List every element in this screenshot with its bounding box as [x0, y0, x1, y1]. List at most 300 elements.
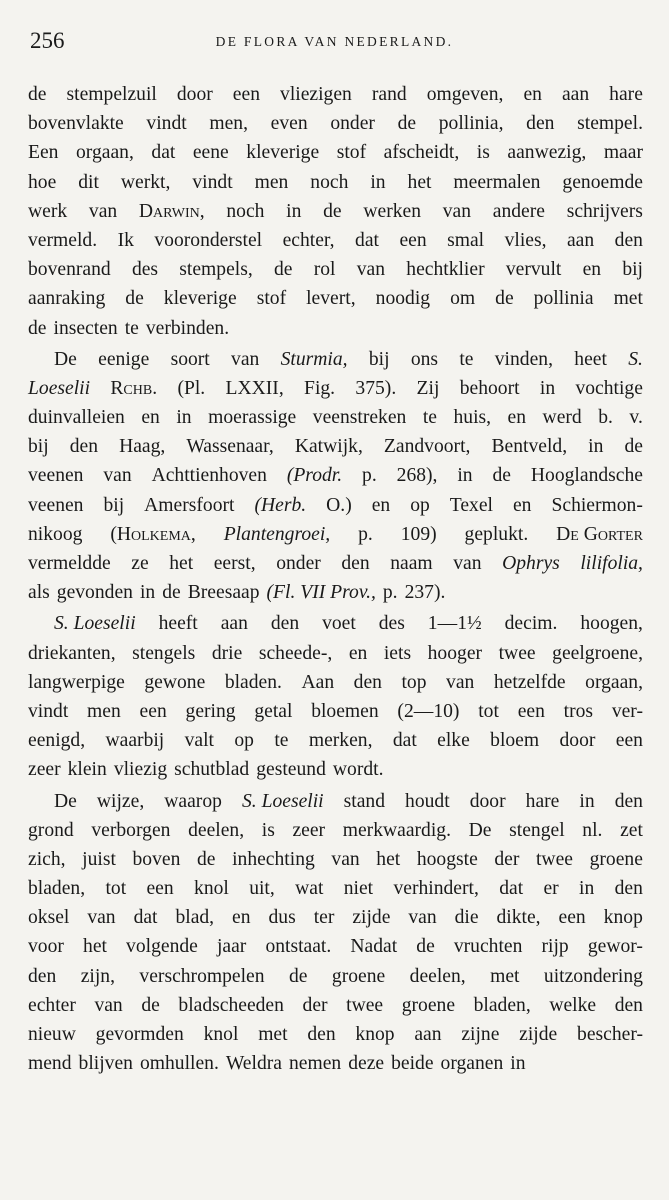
word: den [69, 436, 99, 458]
word: afscheidt, [383, 142, 460, 164]
word: knop [355, 1024, 395, 1045]
word: van [453, 553, 482, 574]
text-line [28, 345, 643, 374]
word: volgende [126, 936, 198, 958]
word: van [446, 671, 475, 693]
word: twee [535, 848, 573, 870]
text-line [28, 787, 643, 816]
word: Rchb. [110, 377, 158, 399]
word: jaar [216, 936, 247, 958]
word: stengels [132, 642, 196, 664]
word: schrijvers [566, 200, 643, 222]
word: dat [151, 142, 176, 164]
word: stempelzuil [66, 84, 157, 105]
word: decim. [504, 613, 558, 635]
word: moerassige [208, 407, 297, 429]
word: geplukt. [464, 523, 529, 545]
word: (Prodr. [286, 465, 343, 487]
word: in [370, 171, 386, 193]
word: in [579, 790, 595, 812]
word: geelgroene, [552, 642, 643, 664]
word: lilifolia, [580, 553, 643, 574]
text-line [28, 491, 643, 520]
word: vinden, [494, 348, 553, 370]
word: er [543, 878, 559, 900]
word: Texel [449, 494, 493, 516]
word: bladen. [224, 671, 282, 693]
word: tros [563, 700, 594, 722]
word: voet [322, 613, 356, 635]
word: tot [105, 878, 127, 900]
word: dus [268, 907, 296, 929]
word: vervult [505, 259, 562, 281]
word: te [274, 730, 289, 752]
word: een [399, 229, 427, 251]
word: twee [346, 994, 384, 1016]
word: in [457, 465, 473, 487]
word: boven [132, 848, 181, 870]
text-line [28, 1020, 643, 1049]
word: verborgen [91, 819, 171, 841]
word: die [454, 907, 479, 929]
word: rol [313, 259, 336, 281]
word: de [323, 200, 342, 222]
word: pollinia [533, 288, 594, 310]
word: merken, [308, 730, 373, 752]
word: 109) [400, 523, 437, 545]
word: men, [209, 113, 248, 135]
paragraph [28, 609, 643, 784]
word: vermeld. [28, 229, 98, 251]
text-line [28, 726, 643, 755]
word: aanwezig, [507, 142, 587, 164]
word: zet [620, 819, 643, 841]
word: valt [184, 730, 215, 752]
word: zeer [292, 819, 326, 841]
word: smal [447, 229, 485, 251]
word: duinvalleien [28, 407, 125, 429]
word: naam [390, 553, 433, 574]
word: zijde [519, 1024, 558, 1045]
word: en [232, 907, 251, 929]
word: De Gorter [556, 523, 643, 545]
word: nl. [582, 819, 603, 841]
word: der [302, 994, 328, 1016]
word: eenigd, [28, 730, 86, 752]
word: De [54, 790, 77, 812]
word: is [261, 819, 275, 841]
text-line [28, 255, 643, 284]
word: knop [603, 907, 643, 929]
word: zijn, [80, 965, 115, 987]
word: gevormden [95, 1024, 184, 1045]
word: huis, [453, 407, 492, 429]
word: Hooglandsche [530, 465, 643, 487]
word: de [416, 936, 435, 958]
word: een [517, 700, 545, 722]
word: den [614, 994, 643, 1016]
word: het [83, 936, 107, 958]
word: b. [598, 407, 613, 429]
text-line [28, 932, 643, 961]
word: 268), [396, 465, 438, 487]
word: den [614, 878, 643, 900]
word: klein [67, 759, 107, 781]
word: groene [589, 848, 643, 870]
word: deze [348, 1053, 385, 1075]
word: het [407, 171, 432, 193]
word: LXXII, [225, 377, 284, 399]
word: waarbij [105, 730, 165, 752]
text-line [28, 697, 643, 726]
word: onder [330, 113, 375, 135]
text-line [28, 226, 643, 255]
word: voor [28, 936, 64, 958]
word: 375). [355, 377, 397, 399]
word: in [176, 407, 192, 429]
word: hooger [427, 642, 483, 664]
word: houdt [405, 790, 450, 812]
word: echter, [282, 229, 335, 251]
word: (Holkema, [110, 523, 196, 545]
word: een [615, 730, 643, 752]
word: orgaan, [585, 671, 643, 693]
word: hechtklier [406, 259, 485, 281]
word: wordt. [332, 759, 384, 781]
word: gewone [144, 671, 206, 693]
word: op [234, 730, 254, 752]
word: ons [410, 348, 439, 370]
word: een [558, 907, 586, 929]
word: grond [28, 819, 74, 841]
word: merkwaardig. [342, 819, 451, 841]
word: in [588, 436, 604, 458]
word: zich, [28, 848, 66, 870]
word: den [270, 613, 300, 635]
word: is [476, 142, 490, 164]
word: (Pl. [177, 377, 206, 399]
text-line [28, 374, 643, 403]
text-line [28, 80, 643, 109]
word: te [124, 317, 139, 339]
word: knol [194, 878, 229, 900]
word: de [196, 848, 216, 870]
word: aan [561, 84, 590, 105]
word: Breesaap [187, 582, 260, 604]
word: bij [368, 348, 390, 370]
word: juist [82, 848, 116, 870]
word: Darwin, [138, 200, 205, 222]
word: verschrompelen [139, 965, 265, 987]
word: en [371, 494, 391, 516]
word: p. [362, 465, 377, 487]
word: ter [313, 907, 335, 929]
page-header [30, 28, 639, 58]
word: den [353, 671, 382, 693]
word: twee [498, 642, 536, 664]
word: van [87, 907, 116, 929]
word: stengel [509, 819, 565, 841]
text-line [28, 461, 643, 490]
text-line [28, 962, 643, 991]
word: den [307, 1024, 336, 1045]
text-line [28, 1049, 643, 1078]
word: met [490, 965, 520, 987]
text-line [28, 845, 643, 874]
word: gesteund [256, 759, 326, 781]
word: aan [414, 1024, 442, 1045]
word: rijp [541, 936, 569, 958]
word: dat [499, 878, 524, 900]
word: heeft [158, 613, 198, 635]
word: de [28, 317, 47, 339]
word: gering [185, 700, 236, 722]
word: als [28, 582, 50, 604]
word: (Fl. VII Prov., [266, 582, 376, 604]
word: des [131, 259, 159, 281]
word: dikte, [496, 907, 541, 929]
word: noch [310, 171, 349, 193]
word: werken [363, 200, 422, 222]
word: door [176, 84, 213, 105]
word: groene [331, 965, 386, 987]
word: andere [492, 200, 545, 222]
word: drie [211, 642, 243, 664]
text-line [28, 138, 643, 167]
paragraph [28, 80, 643, 343]
text-line [28, 109, 643, 138]
text-line [28, 432, 643, 461]
word: van [331, 848, 360, 870]
word: ze [131, 553, 149, 574]
word: veenen [28, 465, 84, 487]
word: blad, [175, 907, 215, 929]
word: de [492, 465, 511, 487]
word: van [408, 907, 437, 929]
word: stand [343, 790, 385, 812]
word: deelen, [188, 819, 245, 841]
word: en [582, 259, 602, 281]
word: men [254, 171, 289, 193]
word: verbinden. [145, 317, 230, 339]
word: even [270, 113, 308, 135]
text-line [28, 403, 643, 432]
word: welke [549, 994, 597, 1016]
word: eerst, [213, 553, 256, 574]
word: bij [103, 494, 125, 516]
word: de [274, 259, 293, 281]
word: nikoog [28, 523, 83, 545]
word: van [442, 200, 472, 222]
word: bij [28, 436, 49, 458]
word: soort [170, 348, 210, 370]
running-title: DE FLORA VAN NEDERLAND. [215, 34, 454, 49]
word: top [401, 671, 427, 693]
word: hare [525, 790, 560, 812]
word: onder [276, 553, 321, 574]
word: meermalen [453, 171, 541, 193]
word: oksel [28, 907, 70, 929]
word: de [28, 84, 47, 105]
word: blijven [78, 1053, 133, 1075]
word: Loeselii [28, 377, 91, 399]
word: behoort [459, 377, 520, 399]
word: Schiermon- [551, 494, 643, 516]
word: bladscheeden [178, 994, 284, 1016]
word: vindt [192, 171, 233, 193]
word: De [468, 819, 492, 841]
word: dit [78, 171, 99, 193]
word: vindt [146, 113, 187, 135]
word: echter [28, 994, 76, 1016]
text-line [28, 668, 643, 697]
word: langwerpige [28, 671, 125, 693]
word: Achttienhoven [151, 465, 267, 487]
text-line [28, 578, 643, 607]
word: des [378, 613, 405, 635]
word: getal [254, 700, 293, 722]
word: driekanten, [28, 642, 116, 664]
text-line [28, 816, 643, 845]
word: veenstreken [312, 407, 407, 429]
word: organen [440, 1053, 504, 1075]
word: in [286, 200, 302, 222]
word: een [232, 84, 260, 105]
word: veenen [28, 494, 84, 516]
word: vooronderstel [154, 229, 263, 251]
word: en [523, 84, 542, 105]
word: men [87, 700, 121, 722]
word: van [231, 348, 260, 370]
word: een [146, 878, 174, 900]
word: verhindert, [393, 878, 479, 900]
word: den [614, 229, 643, 251]
word: bij [622, 259, 643, 281]
word: aan [220, 613, 248, 635]
word: pollinia, [438, 113, 504, 135]
word: van [103, 465, 132, 487]
word: Sturmia, [280, 348, 348, 370]
word: aan [566, 229, 595, 251]
word: Ik [117, 229, 134, 251]
text-line [28, 609, 643, 638]
text-line [28, 991, 643, 1020]
word: op [410, 494, 430, 516]
word: genoemde [562, 171, 643, 193]
word: uit, [249, 878, 275, 900]
word: Plantengroei, [223, 523, 331, 545]
word: bescher- [577, 1024, 643, 1045]
word: der [494, 848, 520, 870]
word: levert, [306, 288, 356, 310]
word: beide [391, 1053, 434, 1075]
word: Fig. [304, 377, 336, 399]
word: De [54, 348, 77, 370]
word: en [348, 642, 368, 664]
word: knol [203, 1024, 239, 1045]
body-text [28, 80, 643, 1078]
word: 1—1½ [427, 613, 482, 635]
word: stof [336, 142, 367, 164]
page-number: 256 [30, 28, 65, 53]
word: stempel. [577, 113, 643, 135]
word: bloem [490, 730, 540, 752]
word: gewor- [587, 936, 643, 958]
word: om [450, 288, 476, 310]
word: p. [382, 582, 398, 604]
word: den [28, 965, 57, 987]
word: elke [437, 730, 470, 752]
word: door [559, 730, 596, 752]
word: rand [371, 84, 407, 105]
word: hare [609, 84, 643, 105]
word: vermeldde [28, 553, 111, 574]
word: en [507, 407, 527, 429]
word: dat [392, 730, 417, 752]
word: v. [629, 407, 643, 429]
word: dat [355, 229, 379, 251]
word: bovenrand [28, 259, 111, 281]
word: bladen, [28, 878, 86, 900]
word: deelen, [409, 965, 466, 987]
word: eenige [98, 348, 150, 370]
text-line [28, 874, 643, 903]
word: eene [192, 142, 229, 164]
word: tot [478, 700, 499, 722]
word: noch [226, 200, 265, 222]
word: te [459, 348, 474, 370]
word: noodig [375, 288, 431, 310]
word: Wassenaar, [186, 436, 274, 458]
word: Aan [301, 671, 335, 693]
word: vochtige [575, 377, 643, 399]
word: de [495, 288, 514, 310]
word: dat [133, 907, 158, 929]
word: het [376, 848, 401, 870]
word: stof [256, 288, 287, 310]
word: van [88, 200, 118, 222]
text-line [28, 549, 643, 578]
word: den [614, 790, 643, 812]
word: aanraking [28, 288, 106, 310]
word: de [397, 113, 417, 135]
word: stempels, [179, 259, 253, 281]
word: hoogen, [580, 613, 643, 635]
word: heet [574, 348, 607, 370]
word: werkt, [120, 171, 171, 193]
word: waarop [164, 790, 222, 812]
word: kleverige [246, 142, 320, 164]
word: gevonden [56, 582, 133, 604]
word: ontstaat. [265, 936, 332, 958]
word: Katwijk, [294, 436, 363, 458]
word: (Herb. [254, 494, 307, 516]
word: nemen [288, 1053, 342, 1075]
word: Bentveld, [491, 436, 568, 458]
word: iets [383, 642, 412, 664]
word: vliezigen [280, 84, 352, 105]
word: van [94, 994, 123, 1016]
word: hoogste [416, 848, 478, 870]
text-line [28, 903, 643, 932]
word: de [624, 436, 643, 458]
word: Amersfoort [144, 494, 235, 516]
word: hetzelfde [493, 671, 566, 693]
word: de [288, 965, 308, 987]
word: vlies, [504, 229, 547, 251]
word: Zandvoort, [383, 436, 471, 458]
text-line [28, 197, 643, 226]
